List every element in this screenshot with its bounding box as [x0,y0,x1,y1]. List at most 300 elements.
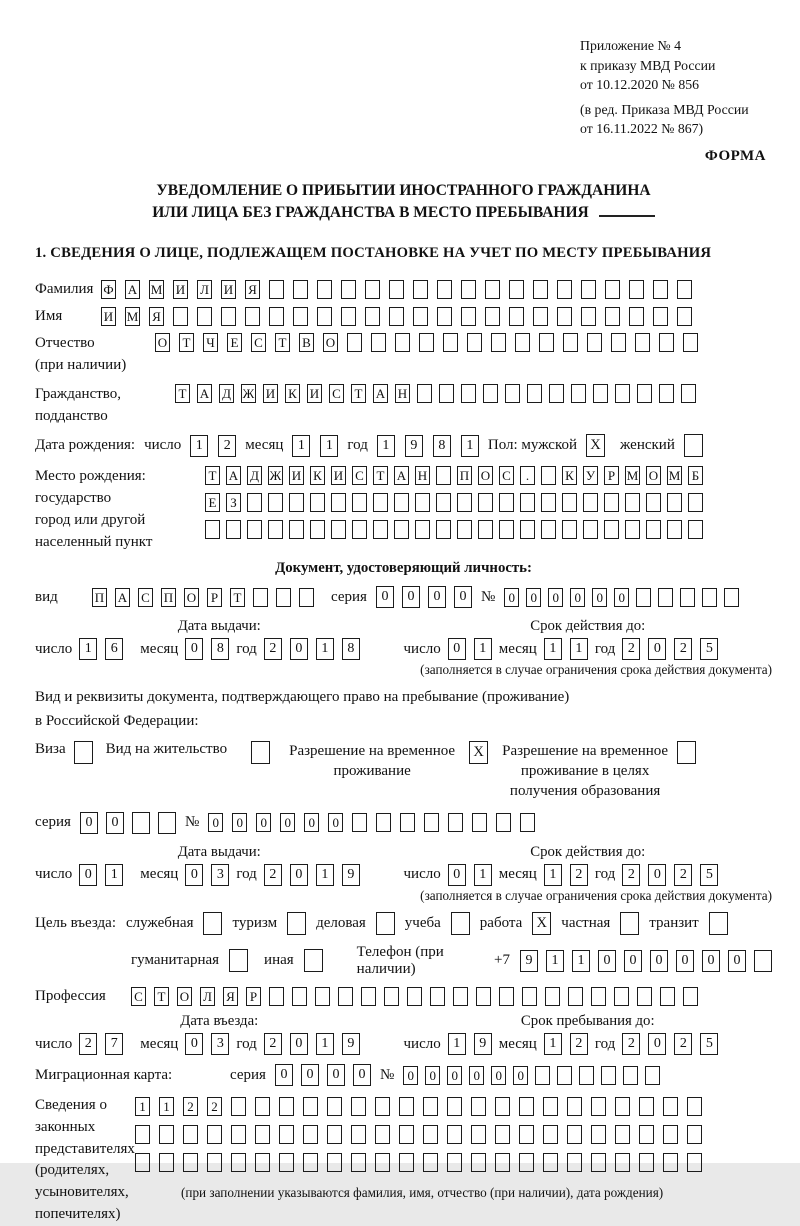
char-box[interactable]: 1 [292,435,310,457]
char-box[interactable] [539,333,554,352]
char-box[interactable] [687,1125,702,1144]
char-box[interactable] [135,1125,150,1144]
char-box[interactable] [437,280,452,299]
char-box[interactable]: 1 [135,1097,150,1116]
char-box[interactable]: 8 [211,638,229,660]
char-box[interactable]: С [329,384,344,403]
char-box[interactable]: О [155,333,170,352]
char-box[interactable] [571,384,586,403]
char-box[interactable] [660,987,675,1006]
purpose-work-checkbox[interactable]: X [532,912,551,935]
char-box[interactable]: 1 [572,950,590,972]
char-box[interactable]: 6 [105,638,123,660]
char-box[interactable] [347,333,362,352]
char-box[interactable] [567,1153,582,1172]
char-box[interactable] [375,1153,390,1172]
char-box[interactable] [681,384,696,403]
char-box[interactable] [268,520,283,539]
char-box[interactable] [375,1097,390,1116]
char-box[interactable] [423,1097,438,1116]
char-box[interactable]: Ж [269,468,282,484]
char-box[interactable]: 2 [674,638,692,660]
char-box[interactable]: И [307,384,322,403]
char-box[interactable]: И [331,466,346,485]
char-box[interactable] [509,280,524,299]
char-box[interactable] [341,307,356,326]
char-box[interactable] [303,1153,318,1172]
char-box[interactable] [365,280,380,299]
char-box[interactable] [557,280,572,299]
char-box[interactable] [395,333,410,352]
char-box[interactable]: И [173,280,188,299]
char-box[interactable]: И [263,384,278,403]
char-box[interactable]: 0 [208,813,223,832]
char-box[interactable]: И [289,466,304,485]
char-box[interactable]: 0 [648,864,666,886]
char-box[interactable]: 0 [526,588,541,607]
char-box[interactable]: М [126,308,139,324]
char-box[interactable]: Т [373,466,388,485]
char-box[interactable] [253,588,268,607]
char-box[interactable]: 2 [183,1097,198,1116]
char-box[interactable] [293,307,308,326]
char-box[interactable] [247,520,262,539]
temp-residence-checkbox[interactable]: X [469,741,488,764]
char-box[interactable] [255,1125,270,1144]
char-box[interactable] [604,493,619,512]
char-box[interactable] [399,1097,414,1116]
char-box[interactable]: О [478,466,493,485]
purpose-tourism-checkbox[interactable] [287,912,306,935]
char-box[interactable] [331,493,346,512]
char-box[interactable] [197,307,212,326]
char-box[interactable] [389,280,404,299]
char-box[interactable] [472,813,487,832]
char-box[interactable]: 0 [448,638,466,660]
char-box[interactable]: С [138,588,153,607]
char-box[interactable] [549,384,564,403]
char-box[interactable] [605,280,620,299]
char-box[interactable] [605,307,620,326]
char-box[interactable] [581,280,596,299]
char-box[interactable]: 0 [728,950,746,972]
char-box[interactable] [183,1153,198,1172]
char-box[interactable] [437,307,452,326]
char-box[interactable]: 3 [211,864,229,886]
char-box[interactable]: 0 [290,864,308,886]
char-box[interactable]: 0 [106,812,124,834]
char-box[interactable] [292,987,307,1006]
char-box[interactable] [327,1153,342,1172]
char-box[interactable]: 0 [504,588,519,607]
char-box[interactable] [567,1125,582,1144]
char-box[interactable] [447,1153,462,1172]
char-box[interactable]: 1 [544,864,562,886]
char-box[interactable] [496,813,511,832]
char-box[interactable] [207,1125,222,1144]
char-box[interactable] [205,520,220,539]
char-box[interactable] [279,1153,294,1172]
char-box[interactable] [293,280,308,299]
char-box[interactable] [724,588,739,607]
char-box[interactable]: 2 [674,1033,692,1055]
char-box[interactable] [495,1097,510,1116]
char-box[interactable] [351,1097,366,1116]
char-box[interactable] [683,987,698,1006]
char-box[interactable]: А [115,588,130,607]
char-box[interactable]: 0 [648,638,666,660]
char-box[interactable] [520,813,535,832]
char-box[interactable]: 0 [327,1064,345,1086]
char-box[interactable]: П [457,466,472,485]
char-box[interactable]: 0 [304,813,319,832]
char-box[interactable]: 0 [624,950,642,972]
purpose-transit-checkbox[interactable] [709,912,728,935]
char-box[interactable]: Д [219,384,234,403]
char-box[interactable]: К [562,466,577,485]
char-box[interactable] [562,520,577,539]
char-box[interactable]: 2 [570,1033,588,1055]
char-box[interactable] [583,520,598,539]
char-box[interactable]: 2 [264,864,282,886]
char-box[interactable]: 0 [256,813,271,832]
visa-checkbox[interactable] [74,741,93,764]
char-box[interactable] [520,520,535,539]
char-box[interactable] [399,1125,414,1144]
char-box[interactable] [677,280,692,299]
char-box[interactable]: 1 [316,1033,334,1055]
char-box[interactable] [231,1097,246,1116]
char-box[interactable] [352,520,367,539]
char-box[interactable] [568,987,583,1006]
char-box[interactable]: А [197,384,212,403]
char-box[interactable]: Е [227,333,242,352]
char-box[interactable] [269,987,284,1006]
char-box[interactable] [653,280,668,299]
char-box[interactable] [327,1097,342,1116]
char-box[interactable] [419,333,434,352]
char-box[interactable] [424,813,439,832]
char-box[interactable]: О [184,588,199,607]
char-box[interactable]: 1 [377,435,395,457]
char-box[interactable]: А [226,466,241,485]
char-box[interactable] [581,307,596,326]
char-box[interactable] [245,307,260,326]
char-box[interactable]: 1 [544,638,562,660]
char-box[interactable] [519,1125,534,1144]
char-box[interactable]: . [520,466,535,485]
char-box[interactable]: О [646,466,661,485]
char-box[interactable] [519,1097,534,1116]
char-box[interactable]: 1 [316,638,334,660]
char-box[interactable]: 2 [622,1033,640,1055]
char-box[interactable] [207,1153,222,1172]
char-box[interactable] [394,520,409,539]
char-box[interactable] [614,987,629,1006]
char-box[interactable] [371,333,386,352]
char-box[interactable] [417,384,432,403]
char-box[interactable] [625,493,640,512]
char-box[interactable] [522,987,537,1006]
char-box[interactable]: 9 [520,950,538,972]
char-box[interactable] [639,1097,654,1116]
char-box[interactable]: 0 [648,1033,666,1055]
char-box[interactable] [557,307,572,326]
char-box[interactable] [453,987,468,1006]
char-box[interactable] [495,1153,510,1172]
char-box[interactable] [683,333,698,352]
char-box[interactable] [476,987,491,1006]
char-box[interactable] [680,588,695,607]
char-box[interactable]: Л [197,280,212,299]
char-box[interactable]: Ч [203,333,218,352]
char-box[interactable]: 0 [447,1066,462,1085]
char-box[interactable] [289,520,304,539]
char-box[interactable] [413,280,428,299]
char-box[interactable]: А [125,280,140,299]
char-box[interactable]: Д [247,466,262,485]
char-box[interactable]: А [373,384,388,403]
char-box[interactable]: 1 [474,864,492,886]
char-box[interactable] [471,1097,486,1116]
char-box[interactable] [269,280,284,299]
char-box[interactable] [677,307,692,326]
purpose-private-checkbox[interactable] [620,912,639,935]
char-box[interactable]: 0 [376,586,394,608]
char-box[interactable] [583,493,598,512]
char-box[interactable] [601,1066,616,1085]
char-box[interactable] [400,813,415,832]
char-box[interactable]: У [583,466,598,485]
char-box[interactable] [637,987,652,1006]
char-box[interactable]: С [352,466,367,485]
char-box[interactable] [629,307,644,326]
char-box[interactable]: Я [245,280,260,299]
char-box[interactable] [351,1153,366,1172]
char-box[interactable] [667,520,682,539]
char-box[interactable] [625,520,640,539]
char-box[interactable] [667,493,682,512]
char-box[interactable] [541,493,556,512]
char-box[interactable]: М [626,468,639,484]
sex-male-checkbox[interactable]: X [586,434,605,457]
char-box[interactable]: П [161,588,176,607]
char-box[interactable]: 2 [79,1033,97,1055]
sex-female-checkbox[interactable] [684,434,703,457]
char-box[interactable]: Ф [101,280,116,299]
char-box[interactable]: 8 [433,435,451,457]
char-box[interactable]: С [499,466,514,485]
char-box[interactable]: 0 [548,588,563,607]
char-box[interactable]: 1 [159,1097,174,1116]
char-box[interactable]: А [394,466,409,485]
purpose-humanitarian-checkbox[interactable] [229,949,248,972]
char-box[interactable] [303,1097,318,1116]
char-box[interactable] [221,307,236,326]
char-box[interactable]: 9 [474,1033,492,1055]
char-box[interactable] [361,987,376,1006]
char-box[interactable] [341,280,356,299]
char-box[interactable] [436,466,451,485]
char-box[interactable]: О [323,333,338,352]
char-box[interactable]: 0 [185,638,203,660]
char-box[interactable]: 0 [232,813,247,832]
char-box[interactable] [384,987,399,1006]
char-box[interactable] [317,280,332,299]
char-box[interactable]: 0 [676,950,694,972]
char-box[interactable] [527,384,542,403]
char-box[interactable]: 1 [190,435,208,457]
residence-permit-checkbox[interactable] [251,741,270,764]
char-box[interactable] [279,1097,294,1116]
char-box[interactable]: С [131,987,146,1006]
purpose-study-checkbox[interactable] [451,912,470,935]
char-box[interactable]: 5 [700,1033,718,1055]
char-box[interactable] [373,520,388,539]
char-box[interactable] [338,987,353,1006]
char-box[interactable] [687,1097,702,1116]
char-box[interactable] [615,384,630,403]
char-box[interactable]: 1 [320,435,338,457]
char-box[interactable] [436,520,451,539]
char-box[interactable] [591,1153,606,1172]
char-box[interactable]: 9 [342,1033,360,1055]
char-box[interactable]: 0 [592,588,607,607]
char-box[interactable] [310,493,325,512]
char-box[interactable] [457,520,472,539]
char-box[interactable] [587,333,602,352]
char-box[interactable]: 1 [316,864,334,886]
char-box[interactable]: 0 [290,638,308,660]
char-box[interactable] [289,493,304,512]
char-box[interactable]: 0 [448,864,466,886]
char-box[interactable] [702,588,717,607]
char-box[interactable]: 2 [570,864,588,886]
char-box[interactable] [413,307,428,326]
char-box[interactable] [317,307,332,326]
char-box[interactable] [483,384,498,403]
char-box[interactable] [611,333,626,352]
char-box[interactable]: О [177,987,192,1006]
char-box[interactable] [545,987,560,1006]
char-box[interactable]: Р [207,588,222,607]
char-box[interactable] [471,1125,486,1144]
char-box[interactable] [447,1125,462,1144]
char-box[interactable] [159,1153,174,1172]
char-box[interactable]: 0 [185,1033,203,1055]
purpose-business-checkbox[interactable] [376,912,395,935]
char-box[interactable]: 1 [461,435,479,457]
char-box[interactable] [509,307,524,326]
char-box[interactable]: Р [246,987,261,1006]
char-box[interactable]: 0 [80,812,98,834]
char-box[interactable]: 0 [428,586,446,608]
char-box[interactable] [499,987,514,1006]
char-box[interactable]: К [285,384,300,403]
char-box[interactable] [310,520,325,539]
char-box[interactable] [639,1153,654,1172]
char-box[interactable] [533,280,548,299]
char-box[interactable]: 5 [700,864,718,886]
char-box[interactable]: 0 [614,588,629,607]
char-box[interactable] [276,588,291,607]
char-box[interactable] [299,588,314,607]
char-box[interactable] [593,384,608,403]
char-box[interactable]: 9 [405,435,423,457]
char-box[interactable]: М [668,468,681,484]
char-box[interactable] [515,333,530,352]
char-box[interactable] [519,1153,534,1172]
char-box[interactable] [485,280,500,299]
char-box[interactable] [563,333,578,352]
char-box[interactable]: И [221,280,236,299]
char-box[interactable] [659,384,674,403]
char-box[interactable] [352,813,367,832]
char-box[interactable] [635,333,650,352]
char-box[interactable] [505,384,520,403]
char-box[interactable] [520,493,535,512]
char-box[interactable] [269,307,284,326]
char-box[interactable]: 0 [469,1066,484,1085]
char-box[interactable]: Н [415,466,430,485]
char-box[interactable]: 8 [342,638,360,660]
char-box[interactable] [639,1125,654,1144]
char-box[interactable]: Т [275,333,290,352]
char-box[interactable] [485,307,500,326]
char-box[interactable] [461,280,476,299]
char-box[interactable]: 0 [598,950,616,972]
char-box[interactable] [567,1097,582,1116]
char-box[interactable] [499,493,514,512]
char-box[interactable]: З [226,493,241,512]
char-box[interactable] [430,987,445,1006]
char-box[interactable] [629,280,644,299]
char-box[interactable]: 1 [570,638,588,660]
char-box[interactable]: Т [175,384,190,403]
char-box[interactable]: К [310,466,325,485]
char-box[interactable]: 1 [546,950,564,972]
char-box[interactable] [135,1153,150,1172]
char-box[interactable]: Н [395,384,410,403]
char-box[interactable] [389,307,404,326]
char-box[interactable]: Я [223,987,238,1006]
char-box[interactable] [533,307,548,326]
purpose-official-checkbox[interactable] [203,912,222,935]
char-box[interactable] [645,1066,660,1085]
char-box[interactable] [754,950,772,972]
char-box[interactable]: 0 [702,950,720,972]
char-box[interactable] [623,1066,638,1085]
char-box[interactable] [541,466,556,485]
char-box[interactable]: И [101,307,116,326]
char-box[interactable] [653,307,668,326]
char-box[interactable] [132,812,150,834]
char-box[interactable]: 1 [105,864,123,886]
char-box[interactable] [423,1153,438,1172]
char-box[interactable] [688,520,703,539]
char-box[interactable] [268,493,283,512]
char-box[interactable] [255,1097,270,1116]
char-box[interactable] [183,1125,198,1144]
char-box[interactable]: 2 [264,638,282,660]
char-box[interactable]: 2 [207,1097,222,1116]
char-box[interactable]: 2 [622,638,640,660]
char-box[interactable] [478,520,493,539]
char-box[interactable] [159,1125,174,1144]
char-box[interactable] [478,493,493,512]
char-box[interactable]: 0 [570,588,585,607]
char-box[interactable]: В [299,333,314,352]
